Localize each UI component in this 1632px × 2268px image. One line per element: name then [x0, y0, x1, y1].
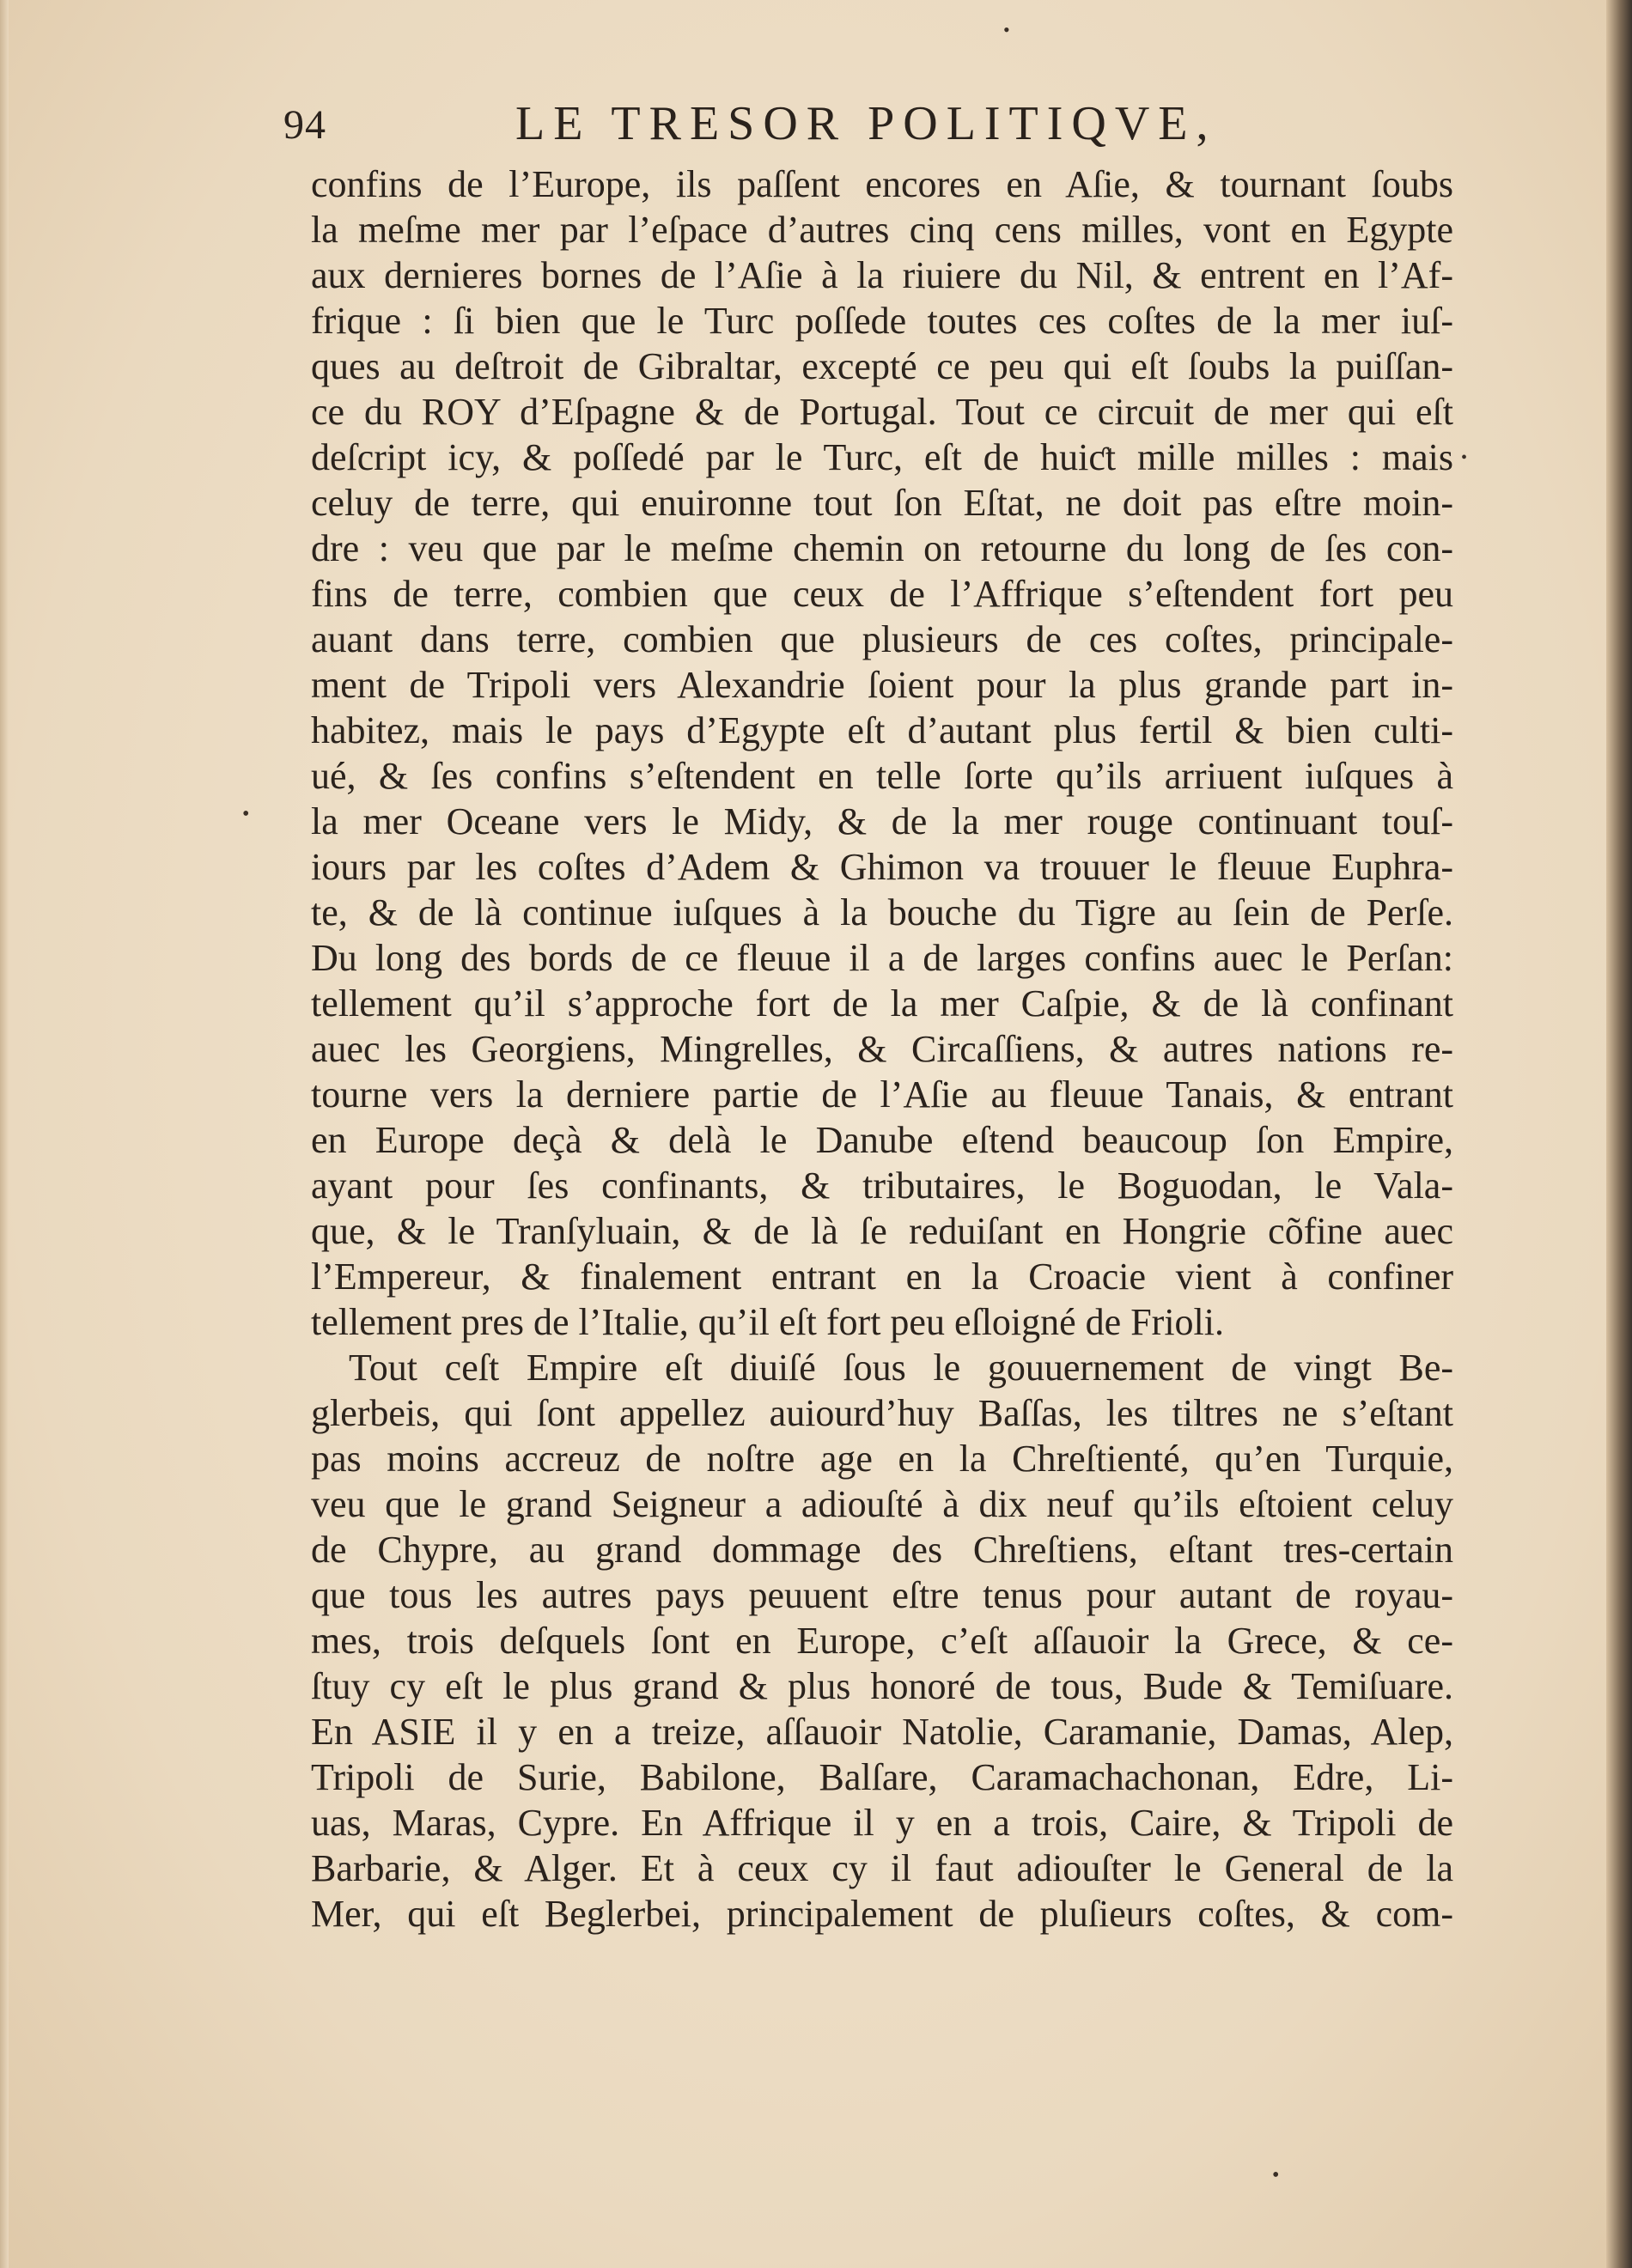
text-line: mes, trois deſquels ſont en Europe, c’eſt aſſauoir la Grece, & ce- — [311, 1620, 1453, 1662]
text-line: Du long des bords de ce fleuue il a de larges confins auec le Perſan: — [311, 937, 1453, 979]
text-line: habitez, mais le pays d’Egypte eſt d’autant plus fertil & bien culti- — [311, 709, 1453, 751]
text-line: aux dernieres bornes de l’Aſie à la riuiere du Nil, & entrent en l’Af- — [311, 254, 1453, 296]
paragraph-2 — [311, 1345, 1453, 1937]
margin-mark: • — [1461, 448, 1468, 467]
body-text — [311, 161, 1453, 1937]
text-line: tellement pres de l’Italie, qu’il eſt fort peu eſloigné de Frioli. — [311, 1301, 1225, 1343]
text-line: uas, Maras, Cypre. En Affrique il y en a trois, Caire, & Tripoli de — [311, 1802, 1453, 1844]
text-line: tourne vers la derniere partie de l’Aſie au fleuue Tanais, & entrant — [311, 1073, 1453, 1116]
text-line: fins de terre, combien que ceux de l’Affrique s’eſtendent fort peu — [311, 573, 1453, 615]
text-line: l’Empereur, & finalement entrant en la Croacie vient à confiner — [311, 1256, 1453, 1298]
text-line: glerbeis, qui ſont appellez auiourd’huy Baſſas, les tiltres ne s’eſtant — [311, 1392, 1453, 1434]
text-line: ué, & ſes confins s’eſtendent en telle ſorte qu’ils arriuent iuſques à — [311, 755, 1453, 797]
ink-speck: • — [1003, 19, 1010, 40]
ink-speck: • — [1272, 2164, 1280, 2186]
scan-left-edge — [0, 0, 9, 2268]
text-line: ment de Tripoli vers Alexandrie ſoient pour la plus grande part in- — [311, 664, 1453, 706]
text-line: pas moins accreuz de noſtre age en la Chreſtienté, qu’en Turquie, — [311, 1438, 1453, 1480]
text-line: Mer, qui eſt Beglerbei, principalement de pluſieurs coſtes, & com- — [311, 1893, 1453, 1935]
text-line: que tous les autres pays peuuent eſtre tenus pour autant de royau- — [311, 1574, 1453, 1616]
text-line: la meſme mer par l’eſpace d’autres cinq cens milles, vont en Egypte — [311, 209, 1453, 251]
text-line: ſtuy cy eſt le plus grand & plus honoré de tous, Bude & Temiſuare. — [311, 1665, 1453, 1707]
text-line: Tripoli de Surie, Babilone, Balſare, Caramachachonan, Edre, Li- — [311, 1756, 1453, 1798]
running-title: LE TRESOR POLITIQVE, — [515, 97, 1217, 150]
text-line: de Chypre, au grand dommage des Chreſtiens, eſtant tres-certain — [311, 1529, 1453, 1571]
text-line: veu que le grand Seigneur a adiouſté à dix neuf qu’ils eſtoient celuy — [311, 1483, 1453, 1525]
text-line: dre : veu que par le meſme chemin on retourne du long de ſes con- — [311, 527, 1453, 569]
text-line: ayant pour ſes confinants, & tributaires, le Boguodan, le Vala- — [311, 1164, 1453, 1207]
text-line: Barbarie, & Alger. Et à ceux cy il faut adiouſter le General de la — [311, 1847, 1453, 1889]
text-line: frique : ſi bien que le Turc poſſede toutes ces coſtes de la mer iuſ- — [311, 300, 1453, 342]
text-line: auec les Georgiens, Mingrelles, & Circaſſiens, & autres nations re- — [311, 1028, 1453, 1070]
text-line: te, & de là continue iuſques à la bouche du Tigre au ſein de Perſe. — [311, 891, 1453, 933]
text-line: en Europe deçà & delà le Danube eſtend beaucoup ſon Empire, — [311, 1119, 1453, 1161]
text-line: ce du ROY d’Eſpagne & de Portugal. Tout ce circuit de mer qui eſt — [311, 391, 1453, 433]
text-line: auant dans terre, combien que plusieurs de ces coſtes, principale- — [311, 618, 1453, 660]
page-header — [283, 96, 1400, 156]
paragraph-1 — [311, 161, 1453, 1345]
page-number: 94 — [283, 102, 326, 148]
text-line: la mer Oceane vers le Midy, & de la mer rouge continuant touſ- — [311, 800, 1453, 842]
scan-right-edge — [1606, 0, 1632, 2268]
text-line: tellement qu’il s’approche fort de la mer Caſpie, & de là confinant — [311, 982, 1453, 1025]
text-line: confins de l’Europe, ils paſſent encores en Aſie, & tournant ſoubs — [311, 163, 1453, 205]
text-line: que, & le Tranſyluain, & de là ſe reduiſant en Hongrie cõfine auec — [311, 1210, 1453, 1252]
text-line: iours par les coſtes d’Adem & Ghimon va trouuer le fleuue Euphra- — [311, 846, 1453, 888]
text-line: En ASIE il y en a treize, aſſauoir Natolie, Caramanie, Damas, Alep, — [311, 1711, 1453, 1753]
text-line: Tout ceſt Empire eſt diuiſé ſous le gouuernement de vingt Be- — [349, 1347, 1453, 1389]
text-line: ques au deſtroit de Gibraltar, excepté ce peu qui eſt ſoubs la puiſſan- — [311, 345, 1453, 387]
text-line: deſcript icy, & poſſedé par le Turc, eſt de huiƈt mille milles : mais — [311, 436, 1453, 478]
text-line: celuy de terre, qui enuironne tout ſon Eſtat, ne doit pas eſtre moin- — [311, 482, 1453, 524]
margin-mark: • — [242, 803, 250, 825]
